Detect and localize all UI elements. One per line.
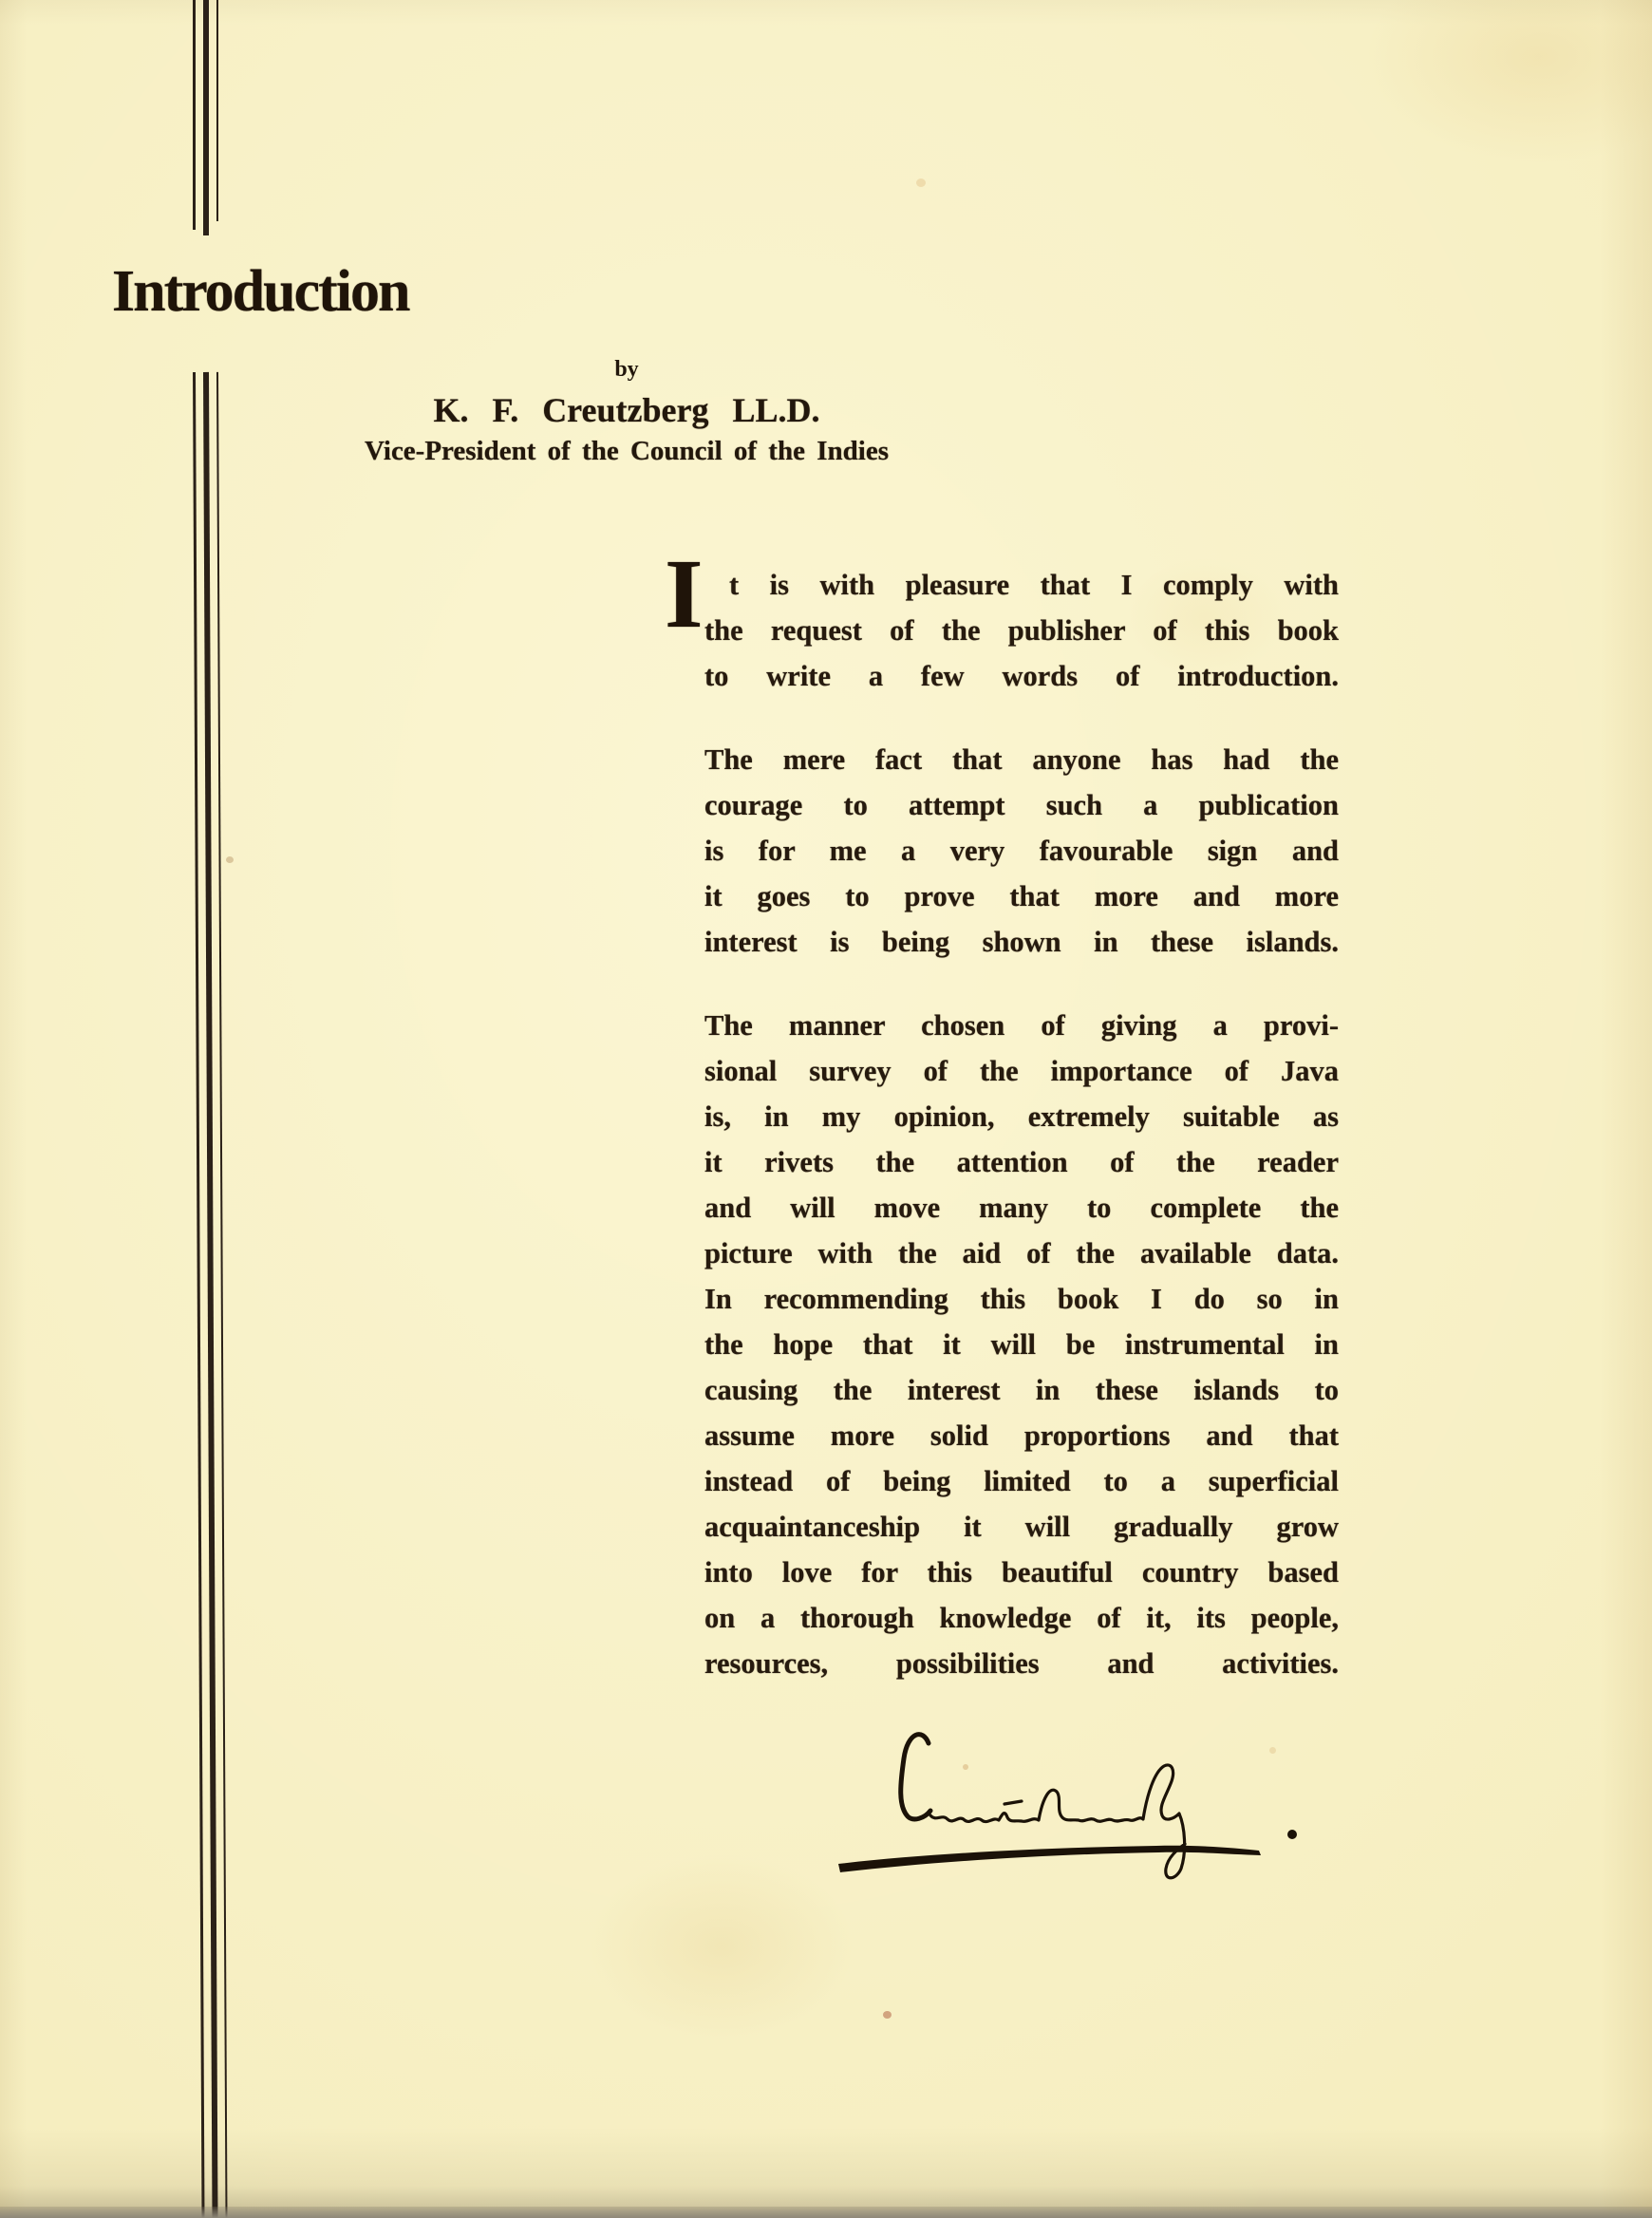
text-line: The mere fact that anyone has had the	[704, 743, 1339, 776]
paper-stain	[226, 856, 234, 863]
margin-rules-top	[193, 0, 223, 235]
text-line: it rivets the attention of the reader	[704, 1146, 1339, 1178]
text-line: acquaintanceship it will gradually grow	[704, 1511, 1339, 1543]
paper-stain	[883, 2011, 892, 2019]
paper-stain	[963, 1764, 968, 1770]
text-line: picture with the aid of the available data.	[704, 1237, 1339, 1269]
drop-cap-initial: I	[665, 539, 704, 648]
author-name: K. F. Creutzberg LL.D.	[433, 391, 820, 429]
body-text	[665, 539, 1339, 1686]
text-line: and will move many to complete the	[704, 1192, 1339, 1224]
paragraph-1	[665, 539, 1339, 699]
paper-stain	[916, 179, 926, 187]
margin-rules-main	[193, 372, 232, 2218]
text-line: is for me a very favourable sign and	[704, 835, 1339, 867]
text-line: courage to attempt such a publication	[704, 789, 1339, 821]
text-line: t is with pleasure that I comply with	[729, 569, 1339, 601]
text-line: the hope that it will be instrumental in	[704, 1328, 1339, 1361]
page-title: Introduction	[112, 259, 409, 324]
author-role: Vice-President of the Council of the Indies	[365, 436, 889, 466]
rule-line-thin	[193, 0, 196, 230]
paragraph-3	[704, 1003, 1339, 1686]
text-line: the request of the publisher of this book	[704, 614, 1339, 647]
paragraph-2	[704, 737, 1339, 965]
text-line: to write a few words of introduction.	[704, 660, 1339, 692]
rule-line-thick	[203, 0, 209, 235]
paper-stain	[1269, 1747, 1276, 1754]
text-line: The manner chosen of giving a provi-	[704, 1009, 1339, 1042]
text-line: it goes to prove that more and more	[704, 880, 1339, 912]
text-line: assume more solid proportions and that	[704, 1419, 1339, 1452]
byline-by-label: by	[614, 357, 639, 382]
rule-line-thin	[216, 372, 227, 2218]
text-line: causing the interest in these islands to	[704, 1374, 1339, 1406]
text-line: on a thorough knowledge of it, its people,	[704, 1602, 1339, 1634]
text-line: In recommending this book I do so in	[704, 1283, 1339, 1315]
text-line: interest is being shown in these islands.	[704, 926, 1339, 958]
text-line: is, in my opinion, extremely suitable as	[704, 1100, 1339, 1133]
text-line: sional survey of the importance of Java	[704, 1055, 1339, 1087]
rule-line-thin	[193, 372, 204, 2218]
byline	[294, 357, 959, 467]
text-line: resources, possibilities and activities.	[704, 1647, 1339, 1680]
scan-bottom-edge-shadow	[0, 2207, 1652, 2218]
text-line: into love for this beautiful country based	[704, 1556, 1339, 1588]
text-line: instead of being limited to a superficial	[704, 1465, 1339, 1497]
rule-line-thin	[216, 0, 219, 221]
handwritten-signature-image	[815, 1728, 1365, 1904]
rule-line-thick	[203, 372, 218, 2218]
